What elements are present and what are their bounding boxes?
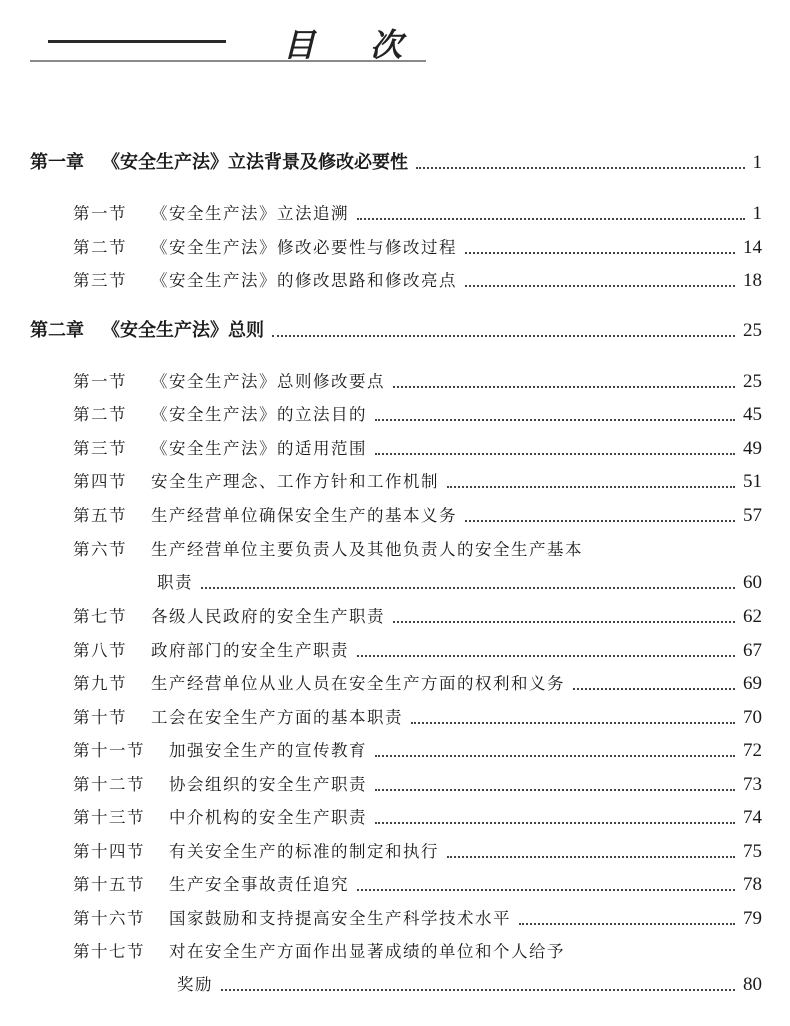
dot-leader: [221, 988, 735, 991]
chapter-number: 第一章: [30, 152, 84, 173]
toc-section-entry: [73, 233, 762, 263]
page-number: 45: [743, 404, 762, 425]
section-number: 第十一节: [73, 741, 145, 760]
toc-section-entry: [73, 803, 762, 833]
entry-label: [73, 703, 403, 733]
dot-leader: [573, 687, 735, 690]
page-number: 1: [752, 203, 762, 224]
dot-leader: [375, 754, 735, 757]
entry-label: [73, 904, 511, 934]
dot-leader: [272, 334, 735, 337]
page-number: 60: [743, 572, 762, 593]
dot-leader: [447, 855, 735, 858]
toc-section-entry: [73, 669, 762, 699]
toc-section-entry: [73, 870, 762, 900]
page-number: 72: [743, 740, 762, 761]
entry-label: [73, 602, 385, 632]
section-number: 第十五节: [73, 875, 145, 894]
section-title: 中介机构的安全生产职责: [169, 808, 367, 827]
section-number: 第五节: [73, 506, 127, 525]
section-number: 第三节: [73, 439, 127, 458]
entry-label: [73, 803, 367, 833]
section-title: 加强安全生产的宣传教育: [169, 741, 367, 760]
page-number: 73: [743, 774, 762, 795]
page-number: 78: [743, 874, 762, 895]
toc-section-entry: [73, 367, 762, 397]
page-number: 14: [743, 237, 762, 258]
section-number: 第十二节: [73, 775, 145, 794]
entry-label: [30, 148, 408, 178]
dot-leader: [465, 251, 735, 254]
section-title: 《安全生产法》的修改思路和修改亮点: [151, 271, 457, 290]
toc-section-entry: [73, 937, 762, 967]
header-bar: [48, 40, 226, 43]
dot-leader: [465, 519, 735, 522]
entry-label: [30, 316, 264, 346]
dot-leader: [393, 385, 735, 388]
section-title-continuation: 职责: [157, 573, 193, 592]
section-number: 第四节: [73, 472, 127, 491]
chapter-title: 《安全生产法》立法背景及修改必要性: [102, 152, 408, 173]
toc-section-entry: [73, 703, 762, 733]
toc-entry-continuation: [157, 568, 762, 598]
section-title: 对在安全生产方面作出显著成绩的单位和个人给予: [169, 942, 565, 961]
entry-label: [73, 669, 565, 699]
page-number: 74: [743, 807, 762, 828]
section-title: 国家鼓励和支持提高安全生产科学技术水平: [169, 909, 511, 928]
page-number: 49: [743, 438, 762, 459]
toc-chapter-entry: [30, 148, 762, 178]
section-title: 有关安全生产的标准的制定和执行: [169, 842, 439, 861]
page-title: 目 次: [283, 26, 425, 64]
section-title-continuation: 奖励: [177, 975, 213, 994]
page-number: 51: [743, 471, 762, 492]
page-number: 18: [743, 270, 762, 291]
toc-header: [0, 0, 790, 70]
page-number: 57: [743, 505, 762, 526]
section-title: 生产经营单位主要负责人及其他负责人的安全生产基本: [151, 540, 583, 559]
dot-leader: [447, 485, 735, 488]
entry-label: [73, 266, 457, 296]
section-number: 第十七节: [73, 942, 145, 961]
dot-leader: [375, 418, 735, 421]
dot-leader: [357, 888, 735, 891]
entry-label: [73, 736, 367, 766]
entry-label: [73, 937, 565, 967]
toc-section-entry: [73, 199, 762, 229]
section-number: 第八节: [73, 641, 127, 660]
toc-section-entry: [73, 636, 762, 666]
section-number: 第一节: [73, 372, 127, 391]
dot-leader: [375, 452, 735, 455]
dot-leader: [375, 821, 735, 824]
section-number: 第一节: [73, 204, 127, 223]
chapter-title: 《安全生产法》总则: [102, 320, 264, 341]
toc-section-entry: [73, 266, 762, 296]
section-title: 《安全生产法》修改必要性与修改过程: [151, 238, 457, 257]
dot-leader: [357, 654, 735, 657]
section-number: 第十节: [73, 708, 127, 727]
section-title: 《安全生产法》的适用范围: [151, 439, 367, 458]
page-number: 79: [743, 908, 762, 929]
section-number: 第六节: [73, 540, 127, 559]
dot-leader: [201, 586, 735, 589]
section-title: 各级人民政府的安全生产职责: [151, 607, 385, 626]
entry-label: [73, 367, 385, 397]
chapter-number: 第二章: [30, 320, 84, 341]
toc-section-entry: [73, 602, 762, 632]
section-title: 《安全生产法》总则修改要点: [151, 372, 385, 391]
entry-label: [73, 636, 349, 666]
dot-leader: [375, 788, 735, 791]
entry-label: [73, 770, 367, 800]
toc-section-entry: [73, 736, 762, 766]
toc-section-entry: [73, 770, 762, 800]
entry-label: [73, 535, 583, 565]
section-title: 安全生产理念、工作方针和工作机制: [151, 472, 439, 491]
page-number: 62: [743, 606, 762, 627]
section-number: 第九节: [73, 674, 127, 693]
page-number: 70: [743, 707, 762, 728]
toc-section-entry: [73, 467, 762, 497]
section-title: 政府部门的安全生产职责: [151, 641, 349, 660]
page-number: 25: [743, 320, 762, 341]
page-number: 25: [743, 371, 762, 392]
page-number: 75: [743, 841, 762, 862]
dot-leader: [357, 217, 745, 220]
dot-leader: [465, 284, 735, 287]
toc-section-entry: [73, 837, 762, 867]
entry-label: [73, 434, 367, 464]
section-number: 第二节: [73, 238, 127, 257]
entry-label: [73, 870, 349, 900]
dot-leader: [411, 721, 735, 724]
entry-label: [73, 837, 439, 867]
entry-label: [73, 233, 457, 263]
section-title: 《安全生产法》立法追溯: [151, 204, 349, 223]
dot-leader: [416, 166, 745, 169]
section-title: 生产安全事故责任追究: [169, 875, 349, 894]
entry-label: [73, 199, 349, 229]
section-title: 《安全生产法》的立法目的: [151, 405, 367, 424]
toc-section-entry: [73, 400, 762, 430]
section-number: 第十四节: [73, 842, 145, 861]
section-number: 第十三节: [73, 808, 145, 827]
section-title: 生产经营单位确保安全生产的基本义务: [151, 506, 457, 525]
toc-entry-continuation: [177, 970, 762, 1000]
section-number: 第七节: [73, 607, 127, 626]
section-number: 第二节: [73, 405, 127, 424]
section-title: 工会在安全生产方面的基本职责: [151, 708, 403, 727]
toc-section-entry: [73, 501, 762, 531]
page-number: 67: [743, 640, 762, 661]
toc-chapter-entry: [30, 316, 762, 346]
entry-label: [73, 501, 457, 531]
entry-label: [73, 400, 367, 430]
page-number: 69: [743, 673, 762, 694]
toc-section-entry: [73, 535, 762, 565]
section-number: 第三节: [73, 271, 127, 290]
page-number: 1: [752, 152, 762, 173]
entry-label: [73, 467, 439, 497]
page-number: 80: [743, 974, 762, 995]
section-title: 协会组织的安全生产职责: [169, 775, 367, 794]
dot-leader: [393, 620, 735, 623]
toc-section-entry: [73, 434, 762, 464]
toc-section-entry: [73, 904, 762, 934]
section-title: 生产经营单位从业人员在安全生产方面的权利和义务: [151, 674, 565, 693]
dot-leader: [519, 922, 735, 925]
section-number: 第十六节: [73, 909, 145, 928]
